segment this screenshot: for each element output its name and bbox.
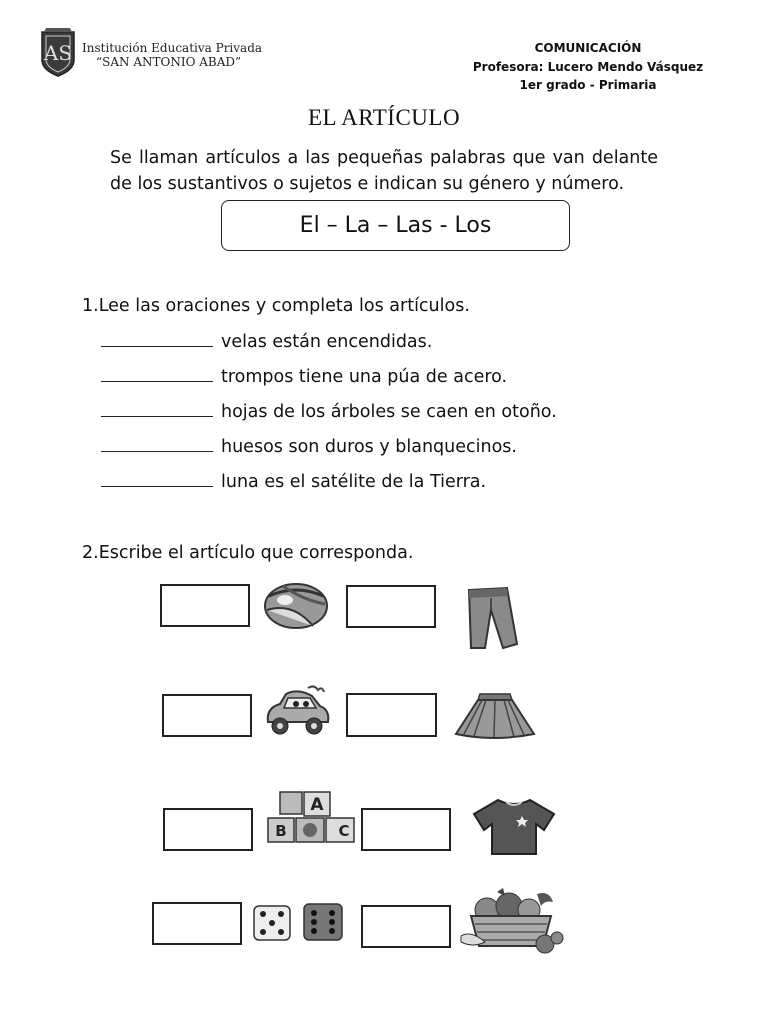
- exercise2-instruction: 2.Escribe el artículo que corresponda.: [82, 543, 414, 563]
- sentence-text: huesos son duros y blanquecinos.: [221, 437, 517, 457]
- grade-label: 1er grado - Primaria: [519, 78, 657, 92]
- definition-text: Se llaman artículos a las pequeñas palabras que van delante de los sustantivos o sujetos e indican su género y número.: [110, 148, 658, 194]
- sentence-text: luna es el satélite de la Tierra.: [221, 472, 487, 492]
- pants-icon: [463, 586, 523, 654]
- answer-box[interactable]: [346, 585, 436, 628]
- sentence-text: trompos tiene una púa de acero.: [221, 367, 508, 387]
- school-name-line2: “SAN ANTONIO ABAD”: [96, 55, 242, 69]
- answer-blank[interactable]: [101, 402, 213, 417]
- articles-box: El – La – Las - Los: [221, 200, 570, 251]
- answer-box[interactable]: [346, 693, 437, 737]
- sentence-text: velas están encendidas.: [221, 332, 433, 352]
- answer-box[interactable]: [361, 808, 451, 851]
- answer-box[interactable]: [361, 905, 451, 948]
- answer-blank[interactable]: [101, 332, 213, 347]
- exercise1-instruction: 1.Lee las oraciones y completa los artículos.: [82, 296, 470, 316]
- sentence-row: [101, 472, 486, 492]
- answer-blank[interactable]: [101, 472, 213, 487]
- school-logo: [38, 24, 78, 78]
- page-title: EL ARTÍCULO: [307, 105, 461, 130]
- answer-box[interactable]: [162, 694, 252, 737]
- sentence-text: hojas de los árboles se caen en otoño.: [221, 402, 557, 422]
- toy-car-icon: [262, 684, 334, 744]
- alphabet-blocks-icon: [266, 790, 358, 850]
- sentence-row: [101, 332, 432, 352]
- block-letter-c: C: [338, 822, 350, 840]
- logo-letters: AS: [43, 41, 73, 65]
- block-letter-b: B: [275, 822, 287, 840]
- answer-box[interactable]: [152, 902, 242, 945]
- subject-label: COMUNICACIÓN: [534, 41, 642, 55]
- teacher-label: Profesora: Lucero Mendo Vásquez: [472, 60, 704, 74]
- answer-box[interactable]: [163, 808, 253, 851]
- skirt-icon: [452, 690, 538, 744]
- sentence-row: [101, 367, 507, 387]
- ball-icon: [263, 582, 329, 634]
- sentence-row: [101, 402, 557, 422]
- answer-blank[interactable]: [101, 367, 213, 382]
- fruit-basket-icon: [457, 886, 565, 960]
- tshirt-icon: [470, 796, 558, 862]
- block-letter-a: A: [310, 795, 324, 815]
- sentence-row: [101, 437, 517, 457]
- answer-blank[interactable]: [101, 437, 213, 452]
- school-name-line1: Institución Educativa Privada: [82, 41, 263, 55]
- dice-icon: [248, 898, 348, 950]
- answer-box[interactable]: [160, 584, 250, 627]
